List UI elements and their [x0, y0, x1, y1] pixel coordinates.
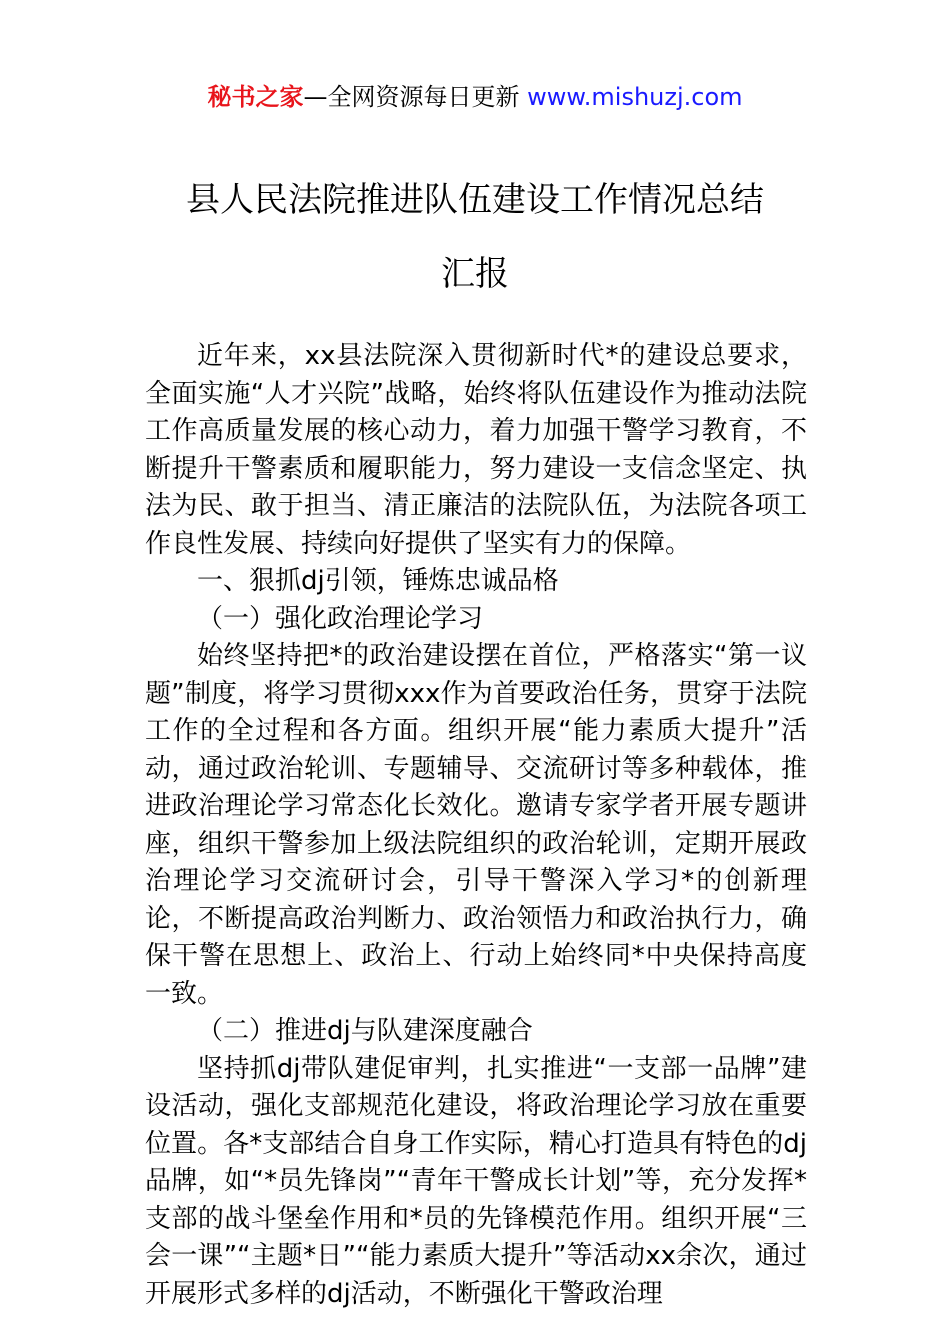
section-heading-1: 一、狠抓dj引领，锤炼忠诚品格 — [197, 566, 559, 596]
body-paragraph-1: 始终坚持把*的政治建设摆在首位，严格落实“第一议题”制度，将学习贯彻xxx作为首要政治任务，贯穿于法院工作的全过程和各方面。组织开展“能力素质大提升”活动，通过政治轮训、专题辅导、交流研讨等多种载体，推进政治理论学习常态化长效化。邀请专家学者开展专题讲座，组织干警参加上级法院组织的政治轮训，定期开展政治理论学习交流研讨会，引导干警深入学习*的创新理论，不断提高政治判断力、政治领悟力和政治执行力，确保干警在思想上、政治上、行动上始终同*中央保持高度一致。 — [145, 641, 807, 1009]
site-brand: 秘书之家 — [207, 83, 304, 111]
site-header — [0, 80, 950, 114]
subsection-heading-1: （一）强化政治理论学习 — [197, 603, 484, 634]
body-paragraph-2: 坚持抓dj带队建促审判，扎实推进“一支部一品牌”建设活动，强化支部规范化建设，将政治理论学习放在重要位置。各*支部结合自身工作实际，精心打造具有特色的dj品牌，如“*员先锋岗”“青年干警成长计划”等，充分发挥*支部的战斗堡垒作用和*员的先锋模范作用。组织开展“三会一课”“主题*日”“能力素质大提升”等活动xx余次，通过开展形式多样的dj活动，不断强化干警政治理 — [145, 1053, 807, 1309]
subsection-heading-2: （二）推进dj与队建深度融合 — [197, 1016, 533, 1046]
intro-paragraph: 近年来，xx县法院深入贯彻新时代*的建设总要求，全面实施“人才兴院”战略，始终将队伍建设作为推动法院工作高质量发展的核心动力，着力加强干警学习教育，不断提升干警素质和履职能力，努力建设一支信念坚定、执法为民、敢于担当、清正廉洁的法院队伍，为法院各项工作良性发展、持续向好提供了坚实有力的保障。 — [145, 341, 807, 559]
document-title-line-1: 县人民法院推进队伍建设工作情况总结 — [186, 180, 764, 220]
document-title-line-2: 汇报 — [441, 254, 509, 294]
document-title — [0, 176, 950, 298]
site-url-link[interactable]: www.mishuzj.com — [527, 83, 743, 111]
document-body — [145, 338, 807, 1313]
site-tagline: —全网资源每日更新 — [303, 83, 528, 111]
